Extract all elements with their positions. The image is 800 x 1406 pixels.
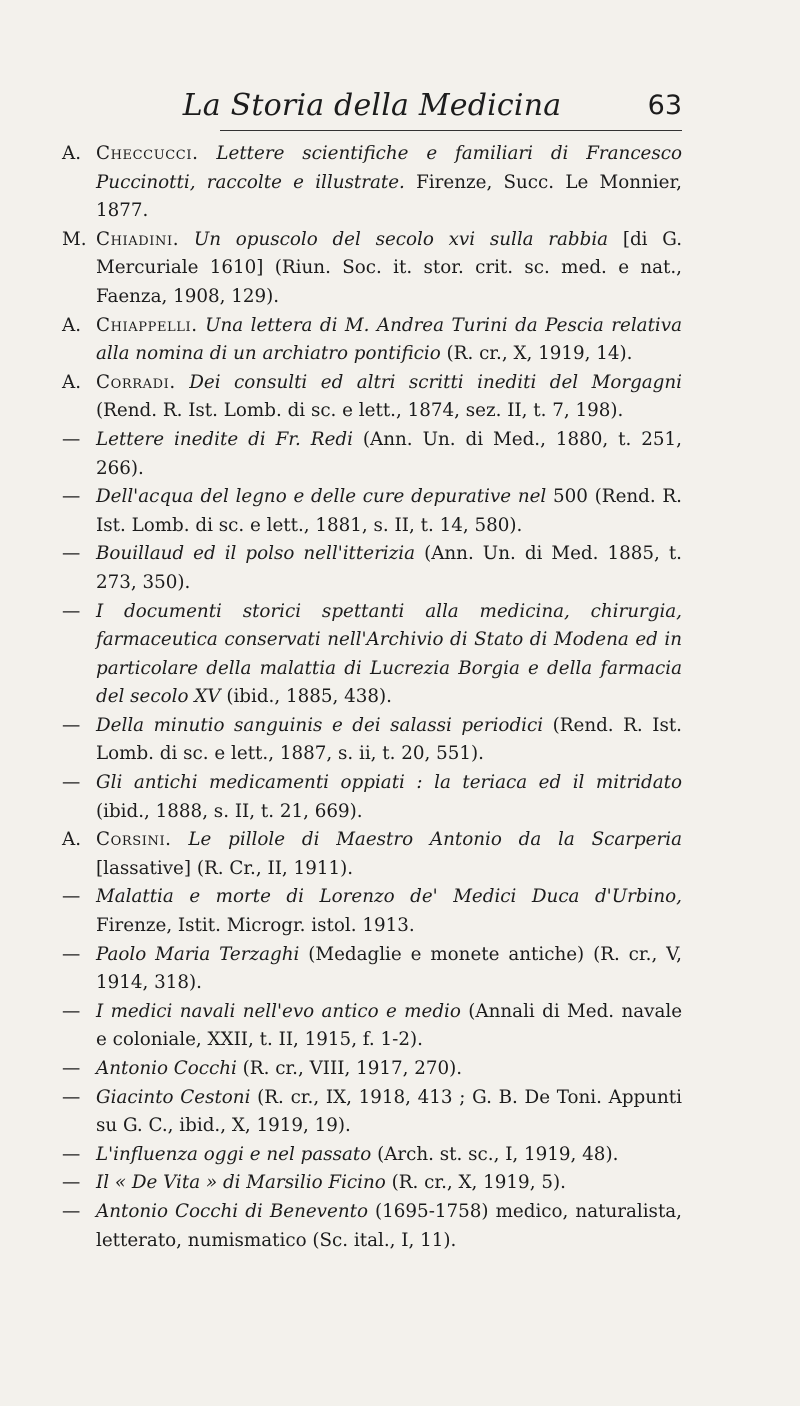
entry-author: Corradi. — [96, 371, 176, 393]
bibliography-entry — [62, 1198, 682, 1255]
entry-initial: — — [62, 772, 81, 794]
entry-title: Bouillaud ed il polso nell'itterizia — [96, 543, 416, 565]
entry-author: Corsini. — [96, 829, 172, 851]
entry-title: Malattia e morte di Lorenzo de' Medici Duca d'Urbino, — [96, 886, 682, 908]
entry-source: (Ann. Un. di Med., 1880, t. 251, 266). — [96, 428, 682, 479]
entry-source: (ibid., 1885, 438). — [226, 686, 392, 708]
entry-source: (R. cr., X, 1919, 5). — [391, 1172, 566, 1194]
entry-source: (Arch. st. sc., I, 1919, 48). — [377, 1143, 619, 1165]
entry-initial: A. — [62, 143, 82, 164]
entry-initial: — — [62, 486, 81, 508]
page-header — [62, 88, 682, 132]
header-rule — [220, 130, 682, 131]
bibliography-entry — [62, 941, 682, 998]
entry-source: 500 (Rend. R. Ist. Lomb. di sc. e lett., 1881, s. II, t. 14, 580). — [96, 486, 682, 536]
entry-title: Una lettera di M. Andrea Turini da Pescia relativa alla nomina di un archiatro pontificio — [96, 314, 682, 365]
entry-initial: — — [62, 428, 81, 450]
entry-source: Firenze, Istit. Microgr. istol. 1913. — [96, 915, 415, 937]
entry-initial: A. — [62, 314, 82, 336]
entry-title: Gli antichi medicamenti oppiati : la teriaca ed il mitridato — [96, 772, 682, 794]
entry-initial: A. — [62, 371, 82, 393]
bibliography-entry — [62, 769, 682, 826]
entry-initial: — — [62, 1000, 81, 1022]
bibliography-list — [62, 140, 682, 1255]
entry-source: (R. cr., IX, 1918, 413 ; G. B. De Toni. Appunti su G. C., ibid., X, 1919, 19). — [96, 1086, 683, 1137]
entry-initial: — — [62, 543, 81, 565]
entry-author: Chiappelli. — [96, 314, 198, 336]
entry-initial: — — [62, 1200, 81, 1222]
entry-initial: — — [62, 1143, 81, 1165]
entry-initial: — — [62, 943, 81, 965]
page-number: 63 — [647, 90, 682, 121]
entry-title: Paolo Maria Terzaghi — [96, 943, 300, 965]
entry-title: L'influenza oggi e nel passato — [96, 1143, 372, 1165]
entry-title: I medici navali nell'evo antico e medio — [96, 1000, 461, 1022]
entry-source: Firenze, Succ. Le Monnier, 1877. — [96, 171, 682, 222]
entry-source: [lassative] (R. Cr., II, 1911). — [96, 857, 354, 879]
entry-initial: — — [62, 714, 81, 736]
entry-title: Le pillole di Maestro Antonio da la Scarperia — [188, 829, 682, 851]
entry-title: Dei consulti ed altri scritti inediti del Morgagni — [189, 371, 682, 393]
entry-title: Un opuscolo del secolo xvi sulla rabbia — [193, 228, 609, 250]
bibliography-entry — [62, 1084, 682, 1141]
entry-source: [di G. Mercuriale 1610] (Riun. Soc. it. stor. crit. sc. med. e nat., Faenza, 1908, 129). — [96, 228, 683, 307]
entry-source: (ibid., 1888, s. II, t. 21, 669). — [96, 800, 363, 822]
entry-source: (R. cr., X, 1919, 14). — [446, 343, 633, 365]
bibliography-entry — [62, 598, 682, 712]
bibliography-entry — [62, 369, 682, 426]
bibliography-entry — [62, 226, 682, 312]
entry-title: Della minutio sanguinis e dei salassi periodici — [96, 714, 544, 736]
bibliography-entry — [62, 1141, 682, 1170]
entry-author: Chiadini. — [96, 228, 180, 250]
entry-source: (Annali di Med. navale e coloniale, XXII, t. II, 1915, f. 1-2). — [96, 1000, 683, 1051]
entry-title: Lettere inedite di Fr. Redi — [96, 428, 353, 450]
entry-title: Dell'acqua del legno e delle cure depurative nel — [96, 486, 547, 508]
bibliography-entry — [62, 540, 682, 597]
bibliography-entry — [62, 312, 682, 369]
entry-source: (Rend. R. Ist. Lomb. di sc. e lett., 1887, s. ii, t. 20, 551). — [96, 714, 682, 765]
entry-initial: A. — [62, 829, 82, 851]
bibliography-entry — [62, 998, 682, 1055]
entry-initial: M. — [62, 228, 87, 250]
entry-source: (1695-1758) medico, naturalista, letterato, numismatico (Sc. ital., I, 11). — [96, 1200, 682, 1251]
bibliography-entry — [62, 483, 682, 540]
entry-title: I documenti storici spettanti alla medicina, chirurgia, farmaceutica conservati nell'Archivio di Stato di Modena ed in particolare della malattia di Lucrezia Borgia e della farmacia del secolo XV — [96, 600, 682, 708]
bibliography-entry — [62, 826, 682, 883]
entry-title: Antonio Cocchi di Benevento — [96, 1200, 368, 1222]
entry-source: (Ann. Un. di Med. 1885, t. 273, 350). — [96, 543, 682, 593]
bibliography-entry — [62, 140, 682, 226]
bibliography-entry — [62, 426, 682, 483]
entry-source: (R. cr., VIII, 1917, 270). — [242, 1058, 463, 1079]
entry-source: (Medaglie e monete antiche) (R. cr., V, 1914, 318). — [96, 943, 682, 994]
entry-initial: — — [62, 600, 81, 622]
entry-source: (Rend. R. Ist. Lomb. di sc. e lett., 1874, sez. II, t. 7, 198). — [96, 400, 624, 422]
entry-initial: — — [62, 1172, 81, 1194]
entry-title: Lettere scientifiche e familiari di Francesco Puccinotti, raccolte e illustrate. — [96, 143, 682, 193]
entry-title: Il « De Vita » di Marsilio Ficino — [96, 1172, 386, 1194]
bibliography-entry — [62, 1169, 682, 1198]
bibliography-entry — [62, 883, 682, 940]
entry-initial: — — [62, 1086, 81, 1108]
entry-initial: — — [62, 886, 81, 908]
bibliography-entry — [62, 1055, 682, 1084]
entry-author: Checcucci. — [96, 143, 199, 164]
running-title: La Storia della Medicina — [182, 88, 562, 123]
entry-initial: — — [62, 1058, 81, 1079]
entry-title: Giacinto Cestoni — [96, 1086, 251, 1108]
entry-title: Antonio Cocchi — [96, 1058, 237, 1079]
bibliography-entry — [62, 712, 682, 769]
